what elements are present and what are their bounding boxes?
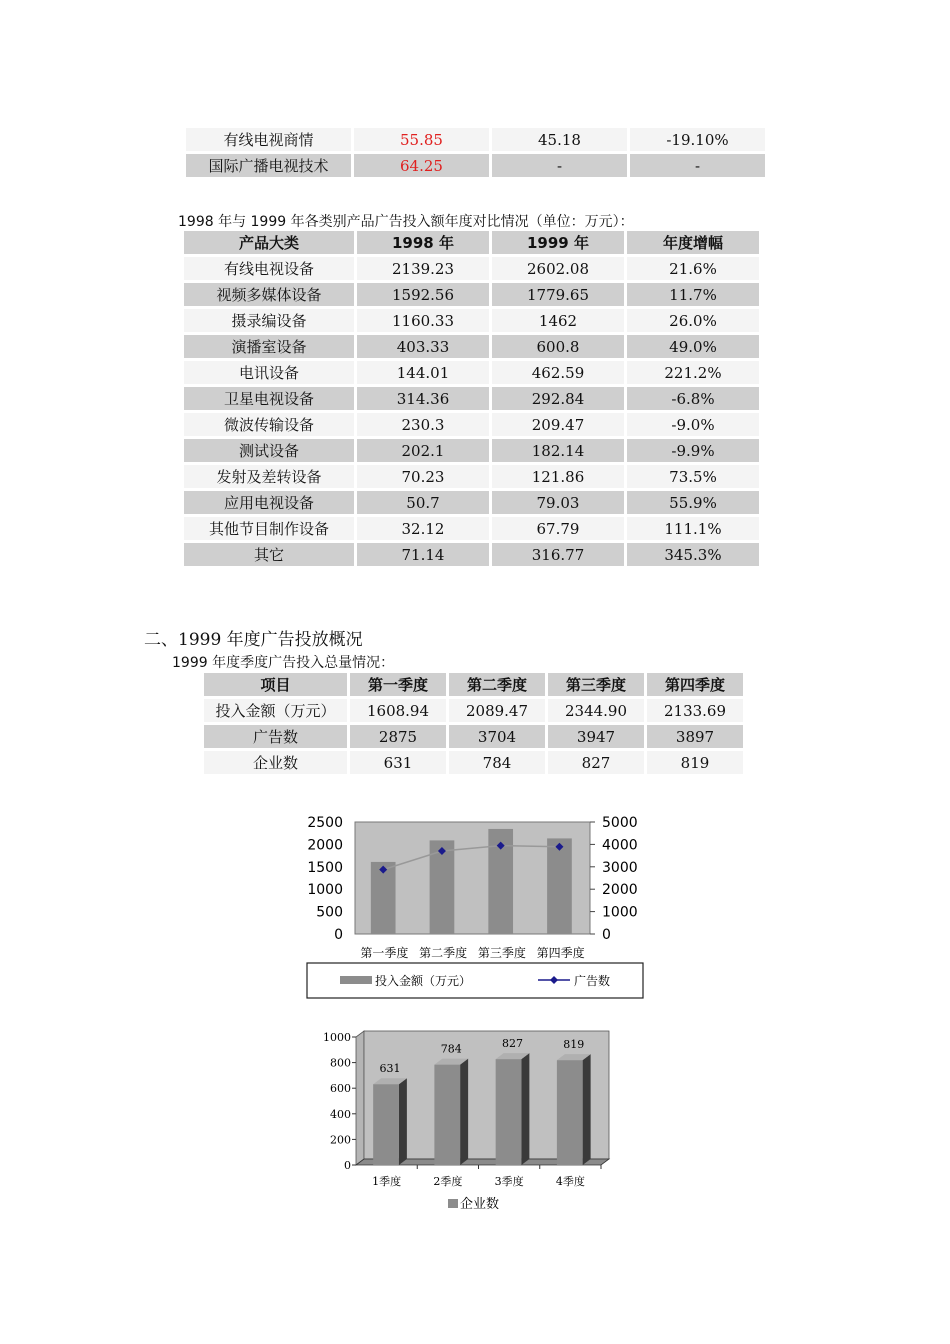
table-cell: 1779.65 (492, 283, 624, 306)
table-cell: 2875 (350, 725, 446, 748)
table-row (204, 751, 743, 774)
table-cell: - (492, 154, 627, 177)
x-tick-label: 2季度 (433, 1175, 463, 1188)
bar (557, 1060, 583, 1165)
table-cell: 71.14 (357, 543, 489, 566)
table-cell: 79.03 (492, 491, 624, 514)
table-cell: 819 (647, 751, 743, 774)
table-cell: 企业数 (204, 751, 347, 774)
table-row (184, 283, 759, 306)
y-tick-label: 1000 (307, 882, 343, 899)
table-cell: 314.36 (357, 387, 489, 410)
table-cell: 144.01 (357, 361, 489, 384)
table-row (186, 154, 765, 177)
table-cell: 国际广播电视技术 (186, 154, 351, 177)
table-cell: 3704 (449, 725, 545, 748)
table-cell: 64.25 (354, 154, 489, 177)
y-tick-label: 2500 (307, 815, 343, 831)
table-cell: 2133.69 (647, 699, 743, 722)
section-title: 二、1999 年度广告投放概况 (144, 630, 363, 650)
table-cell: 49.0% (627, 335, 759, 358)
y-tick-label: 0 (344, 1159, 351, 1172)
bar (496, 1059, 522, 1165)
table-cell: 测试设备 (184, 439, 354, 462)
table1-heading: 1998 年与 1999 年各类别产品广告投入额年度对比情况（单位：万元）： (178, 214, 634, 230)
table-row (184, 491, 759, 514)
table-cell: 50.7 (357, 491, 489, 514)
y-tick-label: 400 (330, 1107, 351, 1121)
column-header: 第四季度 (647, 673, 743, 696)
table-cell: 403.33 (357, 335, 489, 358)
table-cell: 111.1% (627, 517, 759, 540)
table-cell: 发射及差转设备 (184, 465, 354, 488)
table-cell: 32.12 (357, 517, 489, 540)
table-row (204, 725, 743, 748)
category-table-body (184, 257, 759, 566)
table-cell: -19.10% (630, 128, 765, 151)
table-cell: 230.3 (357, 413, 489, 436)
table-cell: 26.0% (627, 309, 759, 332)
enterprise-bar-chart (300, 1025, 630, 1220)
table-cell: 292.84 (492, 387, 624, 410)
table-cell: 121.86 (492, 465, 624, 488)
table-cell: 70.23 (357, 465, 489, 488)
bar-side (399, 1078, 407, 1165)
data-label: 819 (563, 1038, 585, 1052)
table-cell: 2602.08 (492, 257, 624, 280)
table-cell: 11.7% (627, 283, 759, 306)
top-table (183, 125, 768, 180)
table-cell: 其它 (184, 543, 354, 566)
table-cell: 投入金额（万元） (204, 699, 347, 722)
data-label: 827 (502, 1037, 524, 1051)
y2-tick-label: 2000 (602, 882, 638, 899)
table-cell: 广告数 (204, 725, 347, 748)
table-cell: 2089.47 (449, 699, 545, 722)
table-cell: 电讯设备 (184, 361, 354, 384)
combo-chart (300, 805, 650, 1005)
table-cell: 345.3% (627, 543, 759, 566)
y2-tick-label: 3000 (602, 859, 638, 876)
bar-side (460, 1059, 468, 1165)
x-tick-label: 3季度 (494, 1175, 524, 1188)
table-cell: 209.47 (492, 413, 624, 436)
table-cell: 45.18 (492, 128, 627, 151)
y2-tick-label: 0 (602, 927, 611, 943)
table-cell: 1160.33 (357, 309, 489, 332)
table-cell: 316.77 (492, 543, 624, 566)
legend-swatch-bar (340, 976, 372, 984)
table-cell: 784 (449, 751, 545, 774)
column-header: 第二季度 (449, 673, 545, 696)
column-header: 第一季度 (350, 673, 446, 696)
table-cell: 2344.90 (548, 699, 644, 722)
y-tick-label: 500 (316, 904, 343, 921)
table-cell: 有线电视设备 (184, 257, 354, 280)
column-header: 第三季度 (548, 673, 644, 696)
table-cell: 视频多媒体设备 (184, 283, 354, 306)
table-cell: 55.85 (354, 128, 489, 151)
table-cell: 微波传输设备 (184, 413, 354, 436)
table-cell: 462.59 (492, 361, 624, 384)
table-cell: 卫星电视设备 (184, 387, 354, 410)
table-row (184, 543, 759, 566)
table-row (184, 361, 759, 384)
column-header: 年度增幅 (627, 231, 759, 254)
table-cell: 3947 (548, 725, 644, 748)
table2-heading: 1999 年度季度广告投入总量情况： (172, 655, 395, 671)
y-tick-label: 0 (334, 927, 343, 943)
table-cell: - (630, 154, 765, 177)
table-header-row (184, 231, 759, 254)
table-row (184, 335, 759, 358)
table-cell: 1592.56 (357, 283, 489, 306)
table-header-row (204, 673, 743, 696)
table-cell: 演播室设备 (184, 335, 354, 358)
table-cell: 631 (350, 751, 446, 774)
bar-side (521, 1053, 529, 1165)
bar-side (583, 1054, 591, 1165)
y2-tick-label: 1000 (602, 904, 638, 921)
table-cell: 21.6% (627, 257, 759, 280)
table-row (184, 257, 759, 280)
table-cell: 有线电视商情 (186, 128, 351, 151)
table-cell: 1462 (492, 309, 624, 332)
legend-label: 企业数 (460, 1197, 500, 1212)
bar (434, 1065, 460, 1165)
table-cell: -6.8% (627, 387, 759, 410)
x-tick-label: 4季度 (555, 1175, 585, 1188)
x-tick-label: 第四季度 (536, 946, 585, 960)
y-tick-label: 200 (330, 1133, 351, 1147)
table-cell: 827 (548, 751, 644, 774)
table-cell: 73.5% (627, 465, 759, 488)
bar (373, 1084, 399, 1165)
x-tick-label: 第三季度 (477, 946, 526, 960)
table-cell: 221.2% (627, 361, 759, 384)
table-row (186, 128, 765, 151)
table-row (184, 439, 759, 462)
x-tick-label: 第二季度 (419, 946, 468, 960)
legend-swatch (448, 1199, 458, 1208)
table-row (184, 413, 759, 436)
table-cell: -9.0% (627, 413, 759, 436)
x-tick-label: 第一季度 (360, 946, 409, 960)
quarter-table-body (204, 699, 743, 774)
table-cell: 2139.23 (357, 257, 489, 280)
y-tick-label: 2000 (307, 837, 343, 854)
table-row (184, 309, 759, 332)
y2-tick-label: 4000 (602, 837, 638, 854)
table-row (204, 699, 743, 722)
table-cell: 摄录编设备 (184, 309, 354, 332)
y-tick-label: 600 (330, 1082, 351, 1096)
column-header: 1998 年 (357, 231, 489, 254)
data-label: 784 (440, 1042, 462, 1056)
quarter-table (201, 670, 746, 777)
table-cell: 600.8 (492, 335, 624, 358)
y-tick-label: 1500 (307, 859, 343, 876)
legend-label: 广告数 (574, 974, 611, 988)
side-wall (356, 1031, 364, 1165)
table-cell: 182.14 (492, 439, 624, 462)
y2-tick-label: 5000 (602, 815, 638, 831)
table-cell: 3897 (647, 725, 743, 748)
column-header: 产品大类 (184, 231, 354, 254)
y-tick-label: 1000 (323, 1031, 351, 1044)
table-cell: 1608.94 (350, 699, 446, 722)
category-table (181, 228, 762, 569)
table-cell: 67.79 (492, 517, 624, 540)
table-row (184, 387, 759, 410)
table-cell: 应用电视设备 (184, 491, 354, 514)
table-cell: 55.9% (627, 491, 759, 514)
bar (547, 838, 572, 934)
data-label: 631 (379, 1062, 401, 1076)
y-tick-label: 800 (330, 1056, 351, 1070)
column-header: 1999 年 (492, 231, 624, 254)
x-tick-label: 1季度 (372, 1175, 402, 1188)
table-row (184, 465, 759, 488)
column-header: 项目 (204, 673, 347, 696)
table-cell: 其他节目制作设备 (184, 517, 354, 540)
legend-label: 投入金额（万元） (375, 974, 472, 988)
table-cell: -9.9% (627, 439, 759, 462)
table-cell: 202.1 (357, 439, 489, 462)
table-row (184, 517, 759, 540)
